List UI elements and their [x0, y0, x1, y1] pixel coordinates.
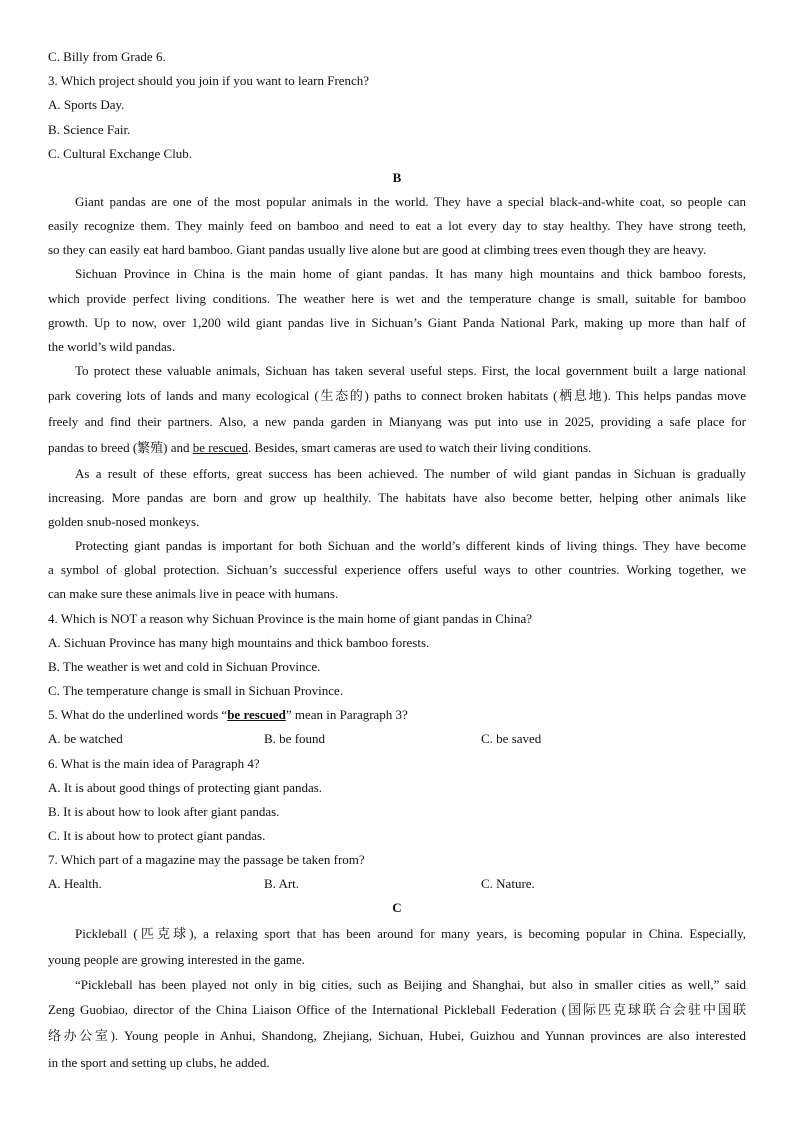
passage-c-p1-line2: young people are growing interested in the game.: [48, 952, 306, 967]
question-5-bold-phrase: be rescued: [227, 707, 286, 722]
question-4: 4. Which is NOT a reason why Sichuan Province is the main home of giant pandas in China?: [48, 611, 533, 626]
question-3: 3. Which project should you join if you want to learn French?: [48, 73, 370, 88]
question-4-option-c: C. The temperature change is small in Sichuan Province.: [48, 683, 344, 698]
question-5-post: ” mean in Paragraph 3?: [285, 707, 408, 722]
question-3-option-a: A. Sports Day.: [48, 97, 125, 112]
passage-b-p3-line1: To protect these valuable animals, Sichuan has taken several useful steps. First, the local government built a large national: [75, 363, 746, 378]
question-5-option-a: A. be watched: [48, 731, 123, 746]
passage-c-p2-line4: in the sport and setting up clubs, he added.: [48, 1055, 270, 1070]
section-b-title: B: [392, 170, 402, 185]
option-c-billy: C. Billy from Grade 6.: [48, 49, 166, 64]
question-6-option-c: C. It is about how to protect giant pandas.: [48, 828, 266, 843]
passage-b-p1-line1: Giant pandas are one of the most popular animals in the world. They have a special black-and-white coat, so people can: [75, 194, 746, 209]
section-c-title: C: [392, 900, 402, 915]
passage-c-p2-line1: “Pickleball has been played not only in big cities, such as Beijing and Shanghai, but also in smaller cities as well,” said: [75, 977, 746, 992]
passage-b-p5-line2: a symbol of global protection. Sichuan’s successful experience offers useful ways to other countries. Working together, we: [48, 562, 746, 577]
question-7-option-a: A. Health.: [48, 876, 102, 891]
question-7: 7. Which part of a magazine may the passage be taken from?: [48, 852, 365, 867]
question-3-option-c: C. Cultural Exchange Club.: [48, 146, 193, 161]
passage-b-p3-line2: park covering lots of lands and many ecological (生态的) paths to connect broken habitats (栖息地). This helps pandas move: [48, 388, 746, 403]
question-4-option-a: A. Sichuan Province has many high mountains and thick bamboo forests.: [48, 635, 430, 650]
passage-b-p5-line1: Protecting giant pandas is important for both Sichuan and the world’s different kinds of living things. They have become: [75, 538, 746, 553]
passage-b-p3-line4: [48, 440, 746, 456]
question-6: 6. What is the main idea of Paragraph 4?: [48, 756, 260, 771]
question-7-option-b: B. Art.: [264, 876, 300, 891]
passage-b-p4-line1: As a result of these efforts, great success has been achieved. The number of wild giant pandas in Sichuan is gradually: [75, 466, 746, 481]
passage-c-p2-line2: Zeng Guobiao, director of the China Liaison Office of the International Pickleball Federation (国际匹克球联合会驻中国联: [48, 1002, 746, 1017]
question-7-option-c: C. Nature.: [481, 876, 535, 891]
passage-c-p1-line1: Pickleball (匹克球), a relaxing sport that has been around for many years, is becoming popular in China. Especially,: [75, 926, 746, 941]
question-5-option-c: C. be saved: [481, 731, 542, 746]
question-3-option-b: B. Science Fair.: [48, 122, 131, 137]
question-5-pre: 5. What do the underlined words “: [48, 707, 228, 722]
underlined-be-rescued: be rescued: [192, 440, 248, 455]
p3-line4-post: . Besides, smart cameras are used to watch their living conditions.: [247, 440, 592, 455]
passage-b-p2-line2: which provide perfect living conditions. The weather here is wet and the temperature change is small, suitable for bamboo: [48, 291, 746, 306]
passage-b-p2-line3: growth. Up to now, over 1,200 wild giant pandas live in Sichuan’s Giant Panda National Park, making up more than half of: [48, 315, 746, 330]
question-5-option-b: B. be found: [264, 731, 326, 746]
question-6-option-b: B. It is about how to look after giant pandas.: [48, 804, 280, 819]
passage-b-p5-line3: can make sure these animals live in peace with humans.: [48, 586, 339, 601]
passage-b-p3-line3: freely and find their partners. Also, a new panda garden in Mianyang was put into use in 2025, providing a safe place for: [48, 414, 746, 429]
passage-b-p2-line4: the world’s wild pandas.: [48, 339, 176, 354]
passage-b-p2-line1: Sichuan Province in China is the main home of giant pandas. It has many high mountains and thick bamboo forests,: [75, 266, 746, 281]
passage-b-p4-line3: golden snub-nosed monkeys.: [48, 514, 200, 529]
passage-b-p4-line2: increasing. More pandas are born and grow up healthily. The habitats have also become better, helping other animals like: [48, 490, 746, 505]
question-6-option-a: A. It is about good things of protecting giant pandas.: [48, 780, 323, 795]
passage-c-p2-line3: 络办公室). Young people in Anhui, Shandong, Zhejiang, Sichuan, Hubei, Guizhou and Yunnan provinces are also interested: [48, 1028, 746, 1043]
p3-line4-pre: pandas to breed (繁殖) and: [48, 440, 193, 455]
question-5: [48, 707, 408, 723]
question-4-option-b: B. The weather is wet and cold in Sichuan Province.: [48, 659, 321, 674]
passage-b-p1-line3: so they can easily eat hard bamboo. Giant pandas usually live alone but are good at climbing trees even though they are heavy.: [48, 242, 707, 257]
passage-b-p1-line2: easily recognize them. They mainly feed on bamboo and need to eat a lot every day to stay healthy. They have strong teeth,: [48, 218, 746, 233]
